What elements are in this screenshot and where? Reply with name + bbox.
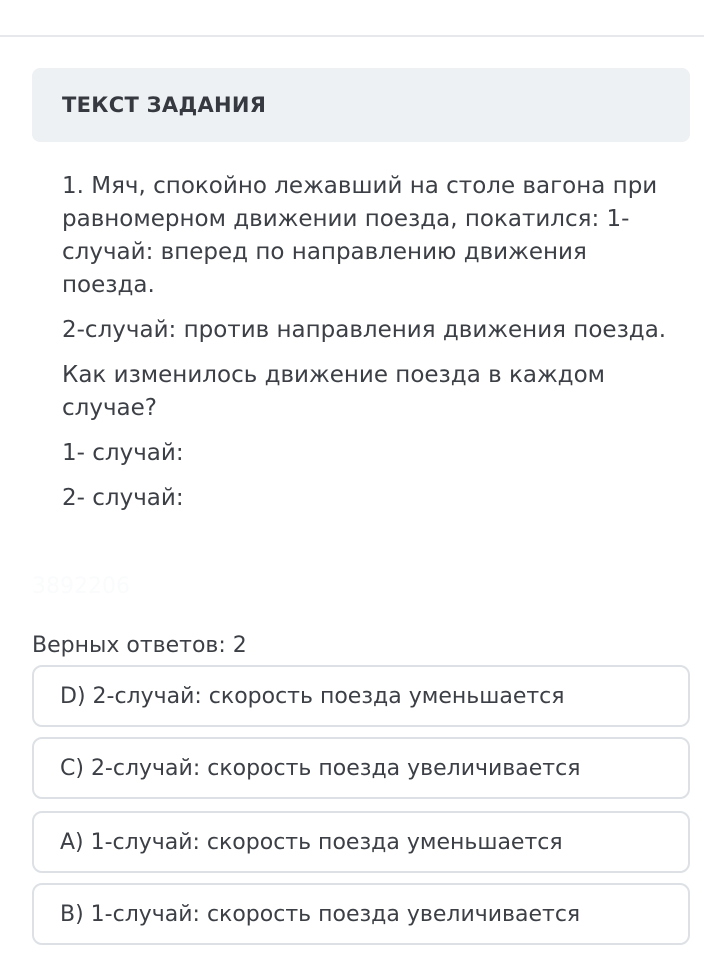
task-paragraph-question: 1. Мяч, спокойно лежавший на столе вагона при равномерном движении поезда, покатился: 1-случай: вперед по направлению движения поезда.	[62, 173, 658, 298]
answer-option-b[interactable]	[32, 883, 690, 945]
answer-option-label: C) 2-случай: скорость поезда увеличивается	[60, 755, 581, 781]
task-text	[62, 170, 677, 527]
task-paragraph-answer-2: 2- случай:	[62, 485, 184, 511]
top-divider	[0, 35, 704, 37]
answer-option-label: A) 1-случай: скорость поезда уменьшается	[60, 829, 563, 855]
task-paragraph-prompt: Как изменилось движение поезда в каждом случае?	[62, 362, 605, 421]
task-header	[32, 68, 690, 142]
task-header-title: ТЕКСТ ЗАДАНИЯ	[62, 93, 267, 117]
answer-option-label: D) 2-случай: скорость поезда уменьшается	[60, 683, 565, 709]
answer-option-label: B) 1-случай: скорость поезда увеличивается	[60, 901, 581, 927]
task-paragraph-answer-1: 1- случай:	[62, 440, 184, 466]
correct-answers-count: Верных ответов: 2	[32, 633, 247, 658]
task-id-watermark: 3892206	[32, 574, 130, 599]
task-paragraph-case-2: 2-случай: против направления движения поезда.	[62, 317, 667, 343]
answer-option-a[interactable]	[32, 811, 690, 873]
answer-option-c[interactable]	[32, 737, 690, 799]
answer-option-d[interactable]	[32, 665, 690, 727]
